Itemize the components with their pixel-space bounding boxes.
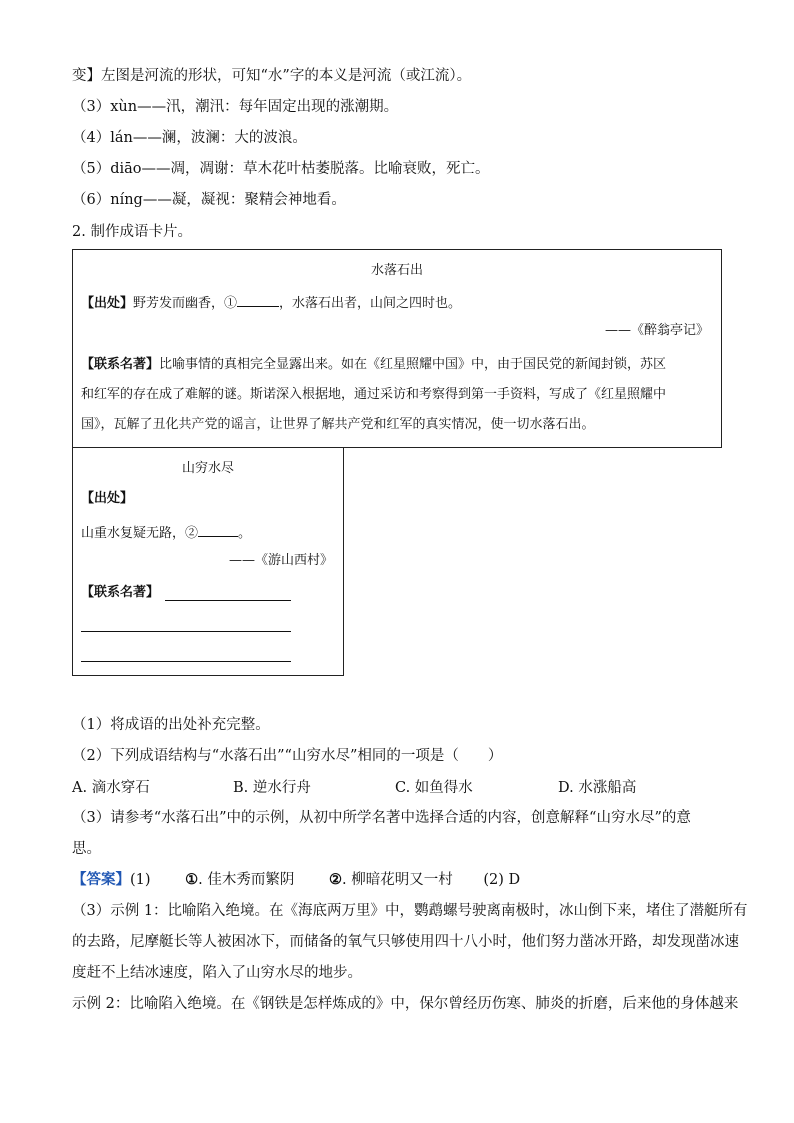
fill-blank-2[interactable]: [198, 522, 238, 537]
question-1: （1）将成语的出处补充完整。: [72, 717, 270, 733]
card-title: 山穷水尽: [181, 461, 234, 476]
intro-line-1: 变】左图是河流的形状，可知“水”字的本义是河流（或江流）。: [72, 68, 472, 84]
idiom-card-shuiluoshichu: [72, 249, 722, 448]
source-end: 。: [238, 526, 252, 541]
example-2-line-1: 示例 2：比喻陷入绝境。在《钢铁是怎样炼成的》中，保尔曾经历伤寒、肺炎的折磨，后来他的身体越来: [72, 996, 739, 1012]
answer-line-1[interactable]: [165, 600, 291, 601]
link-text-1: 比喻事情的真相完全显露出来。如在《红星照耀中国》中，由于国民党的新闻封锁，苏区: [159, 357, 667, 372]
example-1-line-3: 度赶不上结冰速度，陷入了山穷水尽的地步。: [72, 965, 362, 981]
option-d[interactable]: D. 水涨船高: [558, 780, 637, 796]
fill-blank-1[interactable]: [237, 292, 279, 307]
blank-marker-2: ②: [185, 526, 199, 541]
card-attribution: ——《醉翁亭记》: [604, 323, 709, 338]
intro-line-5: （6）níng——凝，凝视：聚精会神地看。: [72, 192, 346, 208]
card-source: [81, 292, 461, 313]
question-3-line-1: （3）请参考“水落石出”中的示例，从初中所学名著中选择合适的内容，创意解释“山穷水尽”的意: [72, 810, 691, 826]
card-link-line-2: 和红军的存在成了难解的谜。斯诺深入根据地，通过采访和考察得到第一手资料，写成了《红星照耀中: [81, 387, 667, 402]
option-b[interactable]: B. 逆水行舟: [233, 780, 311, 796]
answer-part-2: (2) D: [483, 872, 521, 888]
answer-part-1: (1): [130, 872, 151, 888]
card-link-line-1: [81, 356, 666, 374]
link-label: 【联系名著】: [81, 357, 160, 372]
section-heading: 2. 制作成语卡片。: [72, 224, 192, 240]
option-c[interactable]: C. 如鱼得水: [395, 780, 473, 796]
link-label: 【联系名著】: [81, 585, 160, 600]
question-3-line-2: 思。: [72, 841, 101, 857]
question-2: （2）下列成语结构与“水落石出”“山穷水尽”相同的一项是（ ）: [72, 748, 503, 764]
option-a[interactable]: A. 滴水穿石: [72, 780, 150, 796]
answer-label: 【答案】: [72, 871, 130, 888]
example-1-line-2: 的去路，尼摩艇长等人被困冰下，而储备的氧气只够使用四十八小时，他们努力凿冰开路，却发现凿冰速: [72, 934, 739, 950]
marker-1: ①: [185, 871, 199, 888]
source-text-before: 野芳发而幽香，: [133, 296, 225, 311]
source-text-after: ，水落石出者，山间之四时也。: [279, 296, 462, 311]
intro-line-2: （3）xùn——汛，潮汛：每年固定出现的涨潮期。: [72, 99, 399, 115]
source-label: 【出处】: [81, 296, 134, 311]
intro-line-4: （5）diāo——凋，凋谢：草木花叶枯萎脱落。比喻衰败，死亡。: [72, 161, 490, 177]
marker-2: ②: [328, 871, 342, 888]
source-text: 山重水复疑无路，: [81, 526, 186, 541]
intro-line-3: （4）lán——澜，波澜：大的波浪。: [72, 130, 307, 146]
card-title: 水落石出: [370, 263, 423, 278]
answer-row: [72, 870, 520, 890]
answer-2: . 柳暗花明又一村: [341, 872, 453, 888]
card-source: [81, 522, 251, 543]
answer-line-3[interactable]: [81, 661, 291, 662]
card-link-line-3: 国》，瓦解了丑化共产党的谣言，让世界了解共产党和红军的真实情况，使一切水落石出。: [81, 417, 595, 432]
source-label: 【出处】: [81, 491, 134, 506]
answer-line-2[interactable]: [81, 631, 291, 632]
answer-1: . 佳木秀而繁阴: [198, 872, 295, 888]
card-attribution: ——《游山西村》: [228, 553, 333, 568]
blank-marker-1: ①: [224, 296, 238, 311]
idiom-card-shanqiongshuijin: [72, 447, 344, 676]
example-1-line-1: （3）示例 1：比喻陷入绝境。在《海底两万里》中，鹦鹉螺号驶离南极时，冰山倒下来，堵住了潜艇所有: [72, 903, 748, 919]
